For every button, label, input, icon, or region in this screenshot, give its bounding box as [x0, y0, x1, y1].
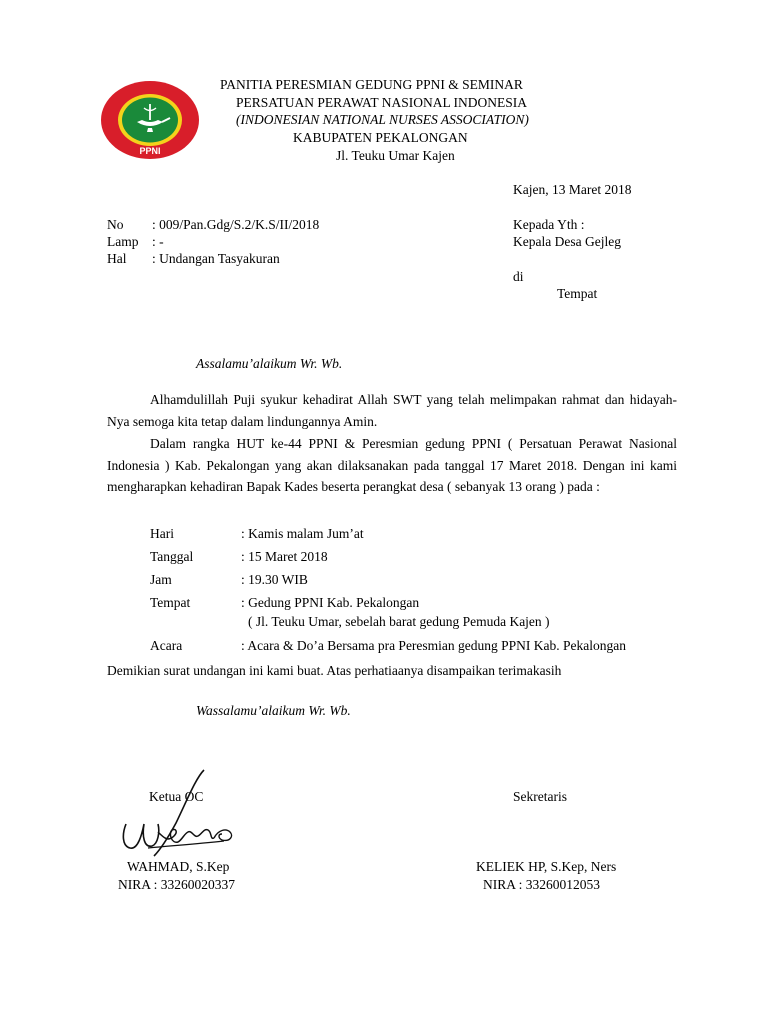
letter-date: Kajen, 13 Maret 2018 — [513, 182, 632, 197]
tanggal-value: : 15 Maret 2018 — [241, 549, 328, 564]
recipient-line-4: Tempat — [557, 286, 598, 301]
hal-value: : Undangan Tasyakuran — [152, 251, 280, 266]
header-line-5: Jl. Teuku Umar Kajen — [336, 148, 455, 163]
left-signatory-title: Ketua OC — [149, 789, 204, 804]
no-label: No — [107, 217, 124, 232]
header-line-1: PANITIA PERESMIAN GEDUNG PPNI & SEMINAR — [220, 77, 523, 92]
tempat-value: : Gedung PPNI Kab. Pekalongan — [241, 595, 420, 610]
left-signatory-nira: NIRA : 33260020337 — [118, 877, 236, 892]
right-signatory-nira: NIRA : 33260012053 — [483, 877, 601, 892]
hal-label: Hal — [107, 251, 127, 266]
jam-value: : 19.30 WIB — [241, 572, 308, 587]
header-line-3: (INDONESIAN NATIONAL NURSES ASSOCIATION) — [236, 112, 529, 127]
logo-label: PPNI — [139, 146, 161, 156]
no-value: : 009/Pan.Gdg/S.2/K.S/II/2018 — [152, 217, 320, 232]
closing-greeting: Wassalamu’alaikum Wr. Wb. — [196, 703, 351, 718]
left-signatory-name: WAHMAD, S.Kep — [127, 859, 230, 874]
ppni-logo — [100, 80, 200, 160]
tanggal-label: Tanggal — [150, 549, 194, 564]
hari-label: Hari — [150, 526, 174, 541]
recipient-line-3: di — [513, 269, 524, 284]
paragraph-1: Alhamdulillah Puji syukur kehadirat Allah SWT yang telah melimpakan rahmat dan hidayah-Nya semoga kita tetap dalam lindungannya Amin. — [107, 392, 677, 429]
header-line-2: PERSATUAN PERAWAT NASIONAL INDONESIA — [236, 95, 528, 110]
tempat-label: Tempat — [150, 595, 191, 610]
opening-greeting: Assalamu’alaikum Wr. Wb. — [196, 356, 343, 371]
right-signatory-name: KELIEK HP, S.Kep, Ners — [476, 859, 617, 874]
recipient-line-2: Kepala Desa Gejleg — [513, 234, 621, 249]
right-signatory-title: Sekretaris — [513, 789, 567, 804]
handwritten-signature — [118, 768, 238, 860]
closing-text: Demikian surat undangan ini kami buat. Atas perhatiaanya disampaikan terimakasih — [107, 663, 562, 678]
lamp-value: : - — [152, 234, 164, 249]
paragraph-2: Dalam rangka HUT ke-44 PPNI & Peresmian gedung PPNI ( Persatuan Perawat Nasional Indonesia ) Kab. Pekalongan yang akan dilaksanakan pada tanggal 17 Maret 2018. Dengan ini kami mengharapkan kehadiran Bapak Kades beserta perangkat desa ( sebanyak 13 orang ) pada : — [107, 436, 677, 494]
lamp-label: Lamp — [107, 234, 139, 249]
acara-label: Acara — [150, 638, 183, 653]
acara-value: : Acara & Do’a Bersama pra Peresmian gedung PPNI Kab. Pekalongan — [241, 638, 627, 653]
recipient-line-1: Kepada Yth : — [513, 217, 585, 232]
jam-label: Jam — [150, 572, 172, 587]
header-line-4: KABUPATEN PEKALONGAN — [293, 130, 468, 145]
tempat-value-2: ( Jl. Teuku Umar, sebelah barat gedung Pemuda Kajen ) — [248, 614, 550, 629]
hari-value: : Kamis malam Jum’at — [241, 526, 364, 541]
